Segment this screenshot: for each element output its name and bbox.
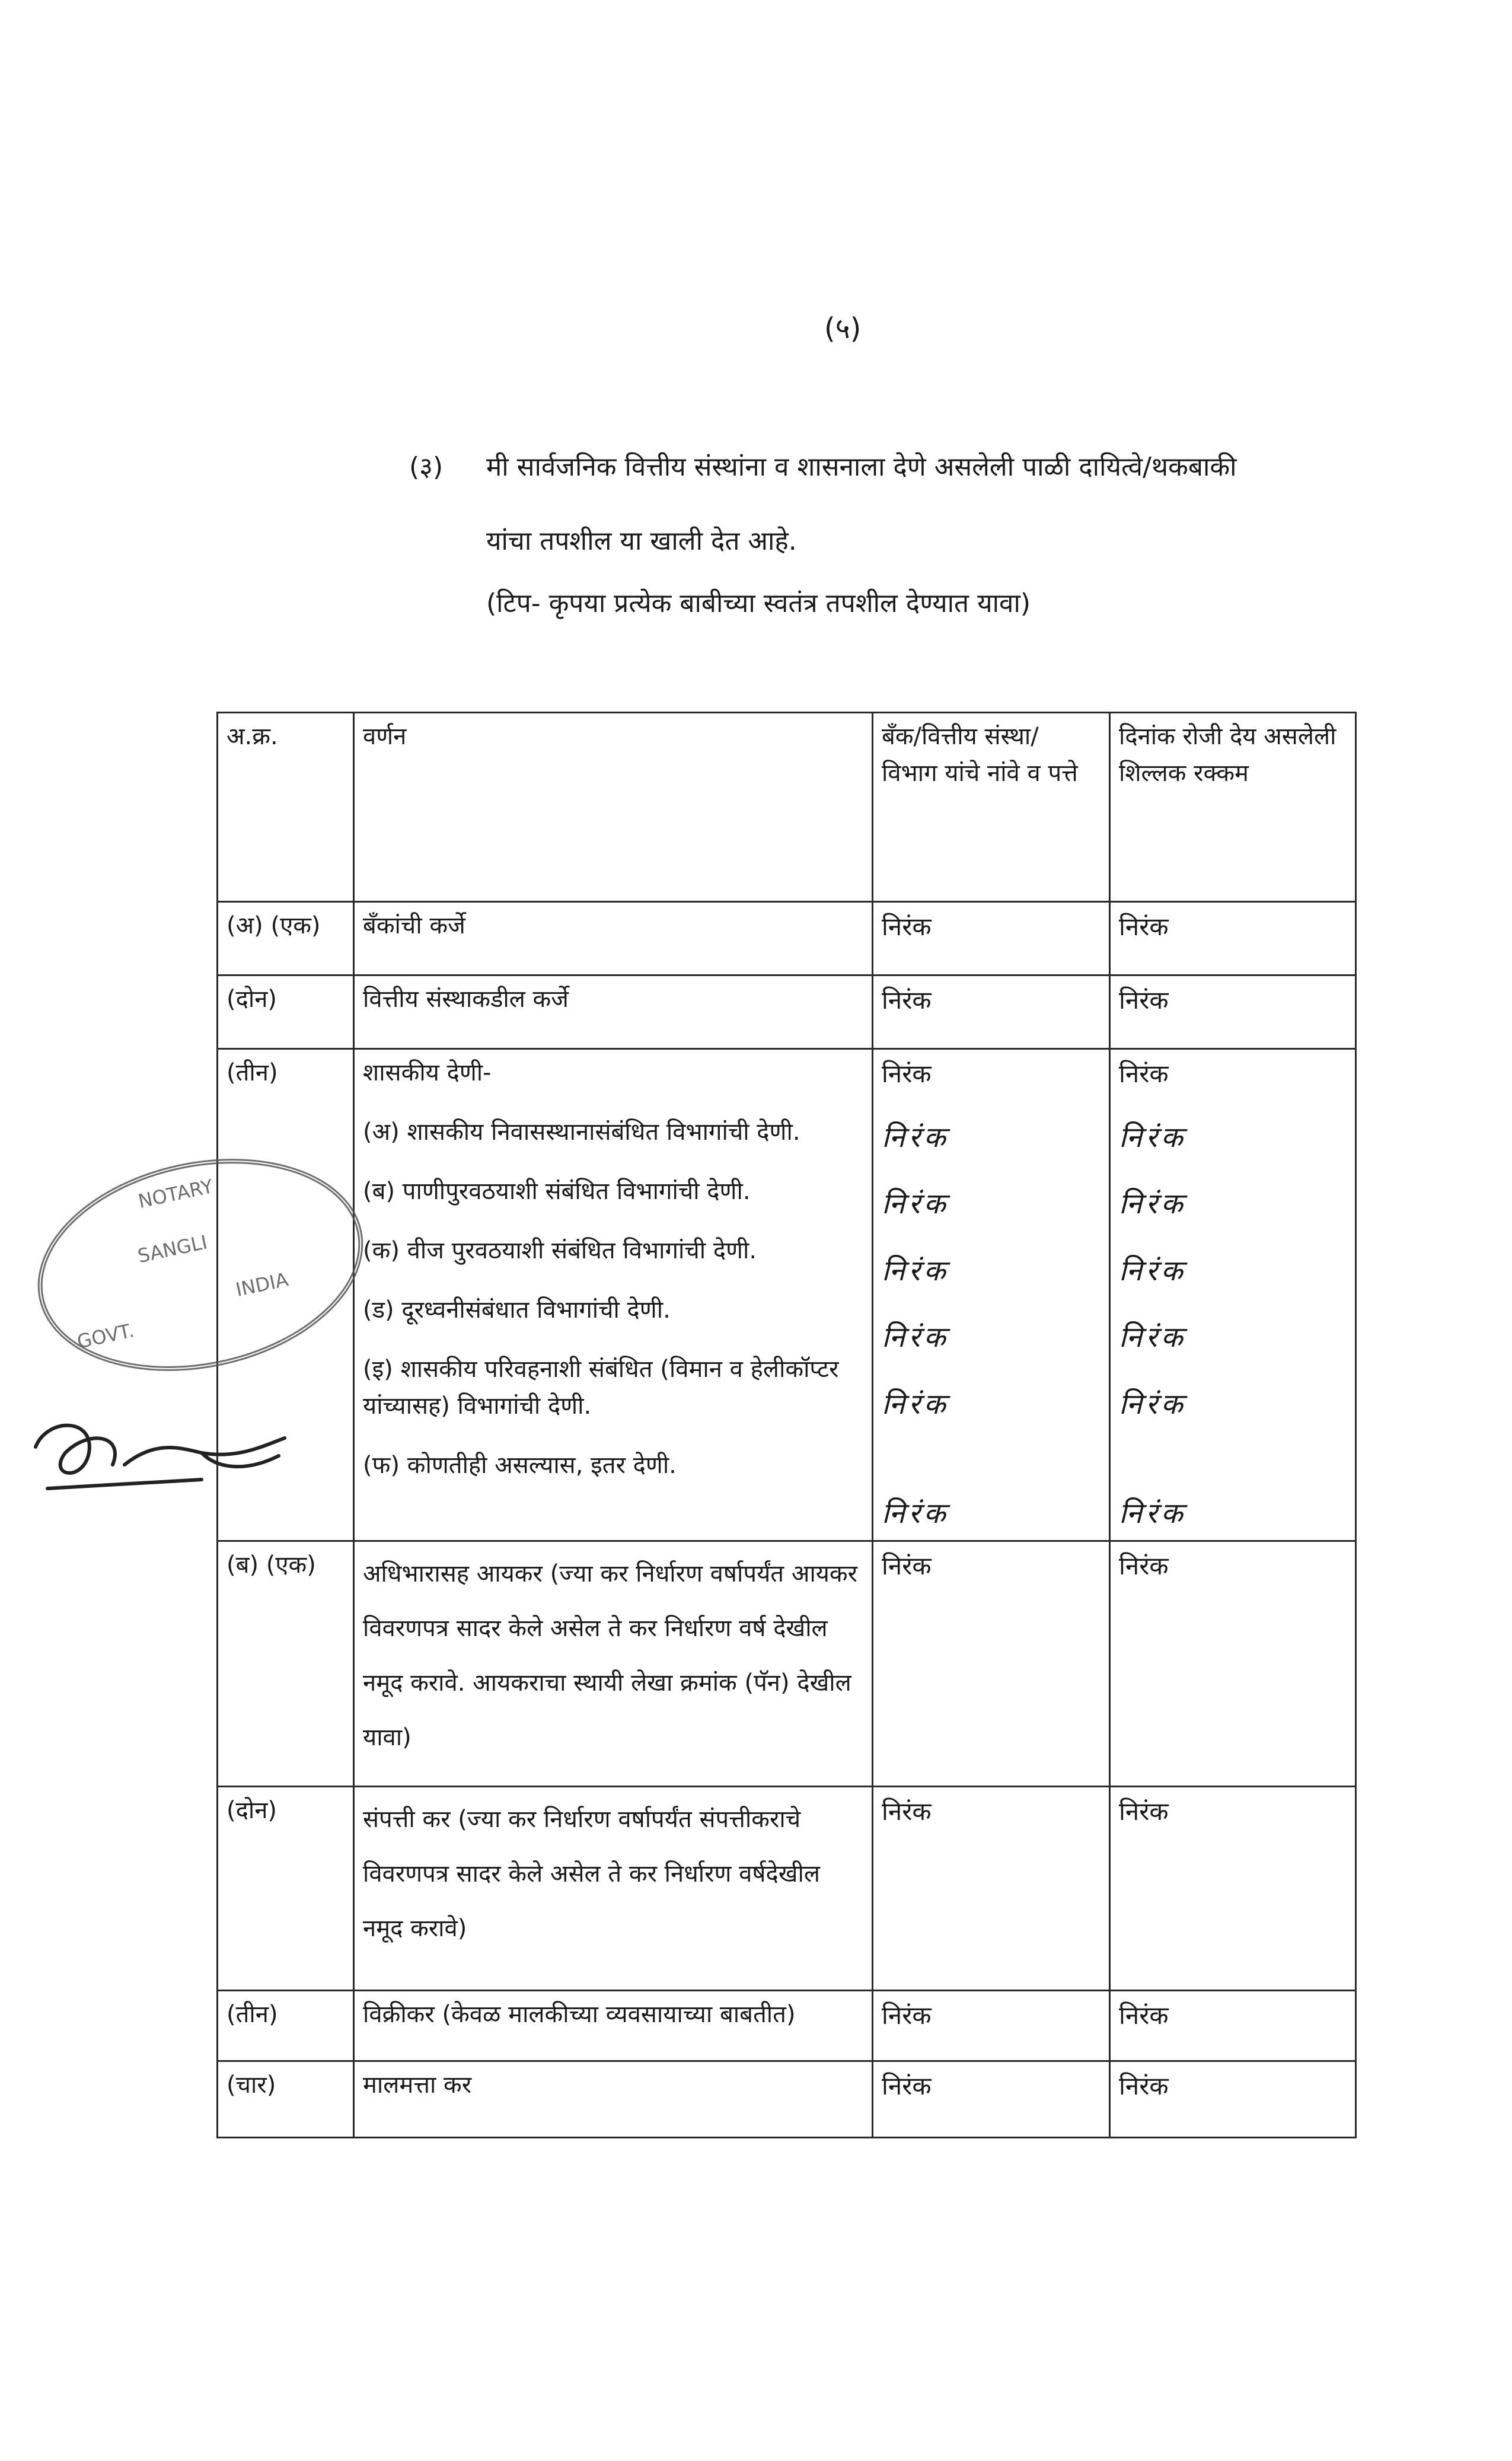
row-description: अधिभारासह आयकर (ज्या कर निर्धारण वर्षापर्यंत आयकर विवरणपत्र सादर केले असेल ते कर निर्धारण वर्ष देखील नमूद करावे. आयकराचा स्थायी लेखा क्रमांक (पॅन) देखील यावा) — [354, 1541, 873, 1787]
row-amount-nil: निरंक — [1110, 976, 1356, 1049]
sub-item: (अ) शासकीय निवासस्थानासंबंधित विभागांची देणी. — [363, 1118, 800, 1146]
handwritten-nil: निरंक — [882, 1387, 949, 1421]
stamp-text: SANGLI — [135, 1230, 209, 1268]
row-amount-nil: निरंक — [1110, 2061, 1356, 2138]
table-row — [218, 1787, 1356, 1991]
row-description: वित्तीय संस्थाकडील कर्जे — [354, 976, 873, 1049]
row-bank-nil: निरंक — [873, 1991, 1110, 2061]
row-description: विक्रीकर (केवळ मालकीच्या व्यवसायाच्या बाबतीत) — [354, 1991, 873, 2061]
liabilities-table — [216, 712, 1357, 2138]
handwritten-nil: निरंक — [882, 1121, 949, 1155]
row-description: मालमत्ता कर — [354, 2061, 873, 2138]
handwritten-nil: निरंक — [1119, 1187, 1186, 1221]
stamp-text: INDIA — [234, 1268, 291, 1302]
row-bank-nil: निरंक — [873, 1787, 1110, 1991]
paragraph-note: (टिप- कृपया प्रत्येक बाबीच्या स्वतंत्र तपशील देण्यात यावा) — [486, 588, 1031, 619]
table-row — [218, 976, 1356, 1049]
row-bank-nil: निरंक — [873, 1541, 1110, 1787]
row-description: बँकांची कर्जे — [354, 902, 873, 976]
row-bank-nil: निरंक — [873, 976, 1110, 1049]
header-amount: दिनांक रोजी देय असलेली शिल्लक रक्कम — [1110, 713, 1356, 902]
row-sr: (तीन) — [218, 1049, 354, 1541]
stamp-text: GOVT. — [75, 1319, 136, 1353]
table-row — [218, 1991, 1356, 2061]
handwritten-nil: निरंक — [882, 1321, 949, 1354]
header-description: वर्णन — [354, 713, 873, 902]
handwritten-nil: निरंक — [1119, 1254, 1186, 1287]
paragraph-line-2: यांचा तपशील या खाली देत आहे. — [486, 526, 797, 556]
handwritten-nil: निरंक — [882, 1497, 949, 1531]
table-row — [218, 1049, 1356, 1541]
row-description: संपत्ती कर (ज्या कर निर्धारण वर्षापर्यंत संपत्तीकराचे विवरणपत्र सादर केले असेल ते कर निर्धारण वर्षदेखील नमूद करावे) — [354, 1787, 873, 1991]
row-amount-nil: निरंक — [1110, 1991, 1356, 2061]
table-row — [218, 1541, 1356, 1787]
row-amount-nil: निरंक — [1110, 902, 1356, 976]
row-amount-nil: निरंक — [1110, 1787, 1356, 1991]
row-bank-nil: निरंक — [873, 902, 1110, 976]
row-sr: (अ) (एक) — [218, 902, 354, 976]
sub-item: (इ) शासकीय परिवहनाशी संबंधित (विमान व हेलीकॉप्टर यांच्यासह) विभागांची देणी. — [363, 1356, 839, 1420]
table-row — [218, 902, 1356, 976]
table-row — [218, 2061, 1356, 2138]
handwritten-nil: निरंक — [1119, 1321, 1186, 1354]
handwritten-nil: निरंक — [1119, 1387, 1186, 1421]
row-description — [354, 1049, 873, 1541]
row-heading: शासकीय देणी- — [363, 1059, 492, 1086]
row-sr: (दोन) — [218, 976, 354, 1049]
handwritten-nil: निरंक — [882, 1254, 949, 1287]
header-bank: बँक/वित्तीय संस्था/ विभाग यांचे नांवे व पत्ते — [873, 713, 1110, 902]
row-sr: (चार) — [218, 2061, 354, 2138]
table-header-row — [218, 713, 1356, 902]
row-amount-nil — [1110, 1049, 1356, 1541]
paragraph-number: (३) — [409, 452, 444, 482]
handwritten-nil: निरंक — [882, 1187, 949, 1221]
nil-value: निरंक — [1119, 1059, 1169, 1088]
sub-item: (फ) कोणतीही असल्यास, इतर देणी. — [363, 1452, 677, 1479]
row-sr: (तीन) — [218, 1991, 354, 2061]
row-bank-nil — [873, 1049, 1110, 1541]
row-amount-nil: निरंक — [1110, 1541, 1356, 1787]
stamp-text: NOTARY — [136, 1175, 215, 1213]
row-bank-nil: निरंक — [873, 2061, 1110, 2138]
row-sr: (ब) (एक) — [218, 1541, 354, 1787]
header-sr: अ.क्र. — [218, 713, 354, 902]
nil-value: निरंक — [882, 1059, 932, 1088]
signature — [24, 1382, 296, 1500]
handwritten-nil: निरंक — [1119, 1121, 1186, 1155]
sub-item: (क) वीज पुरवठयाशी संबंधित विभागांची देणी. — [363, 1237, 757, 1264]
sub-item: (ड) दूरध्वनीसंबंधात विभागांची देणी. — [363, 1296, 671, 1324]
page-number: (५) — [824, 312, 862, 345]
paragraph-line-1: मी सार्वजनिक वित्तीय संस्थांना व शासनाला देणे असलेली पाळी दायित्वे/थकबाकी — [486, 452, 1237, 482]
sub-item: (ब) पाणीपुरवठयाशी संबंधित विभागांची देणी. — [363, 1178, 751, 1205]
handwritten-nil: निरंक — [1119, 1497, 1186, 1531]
row-sr: (दोन) — [218, 1787, 354, 1991]
